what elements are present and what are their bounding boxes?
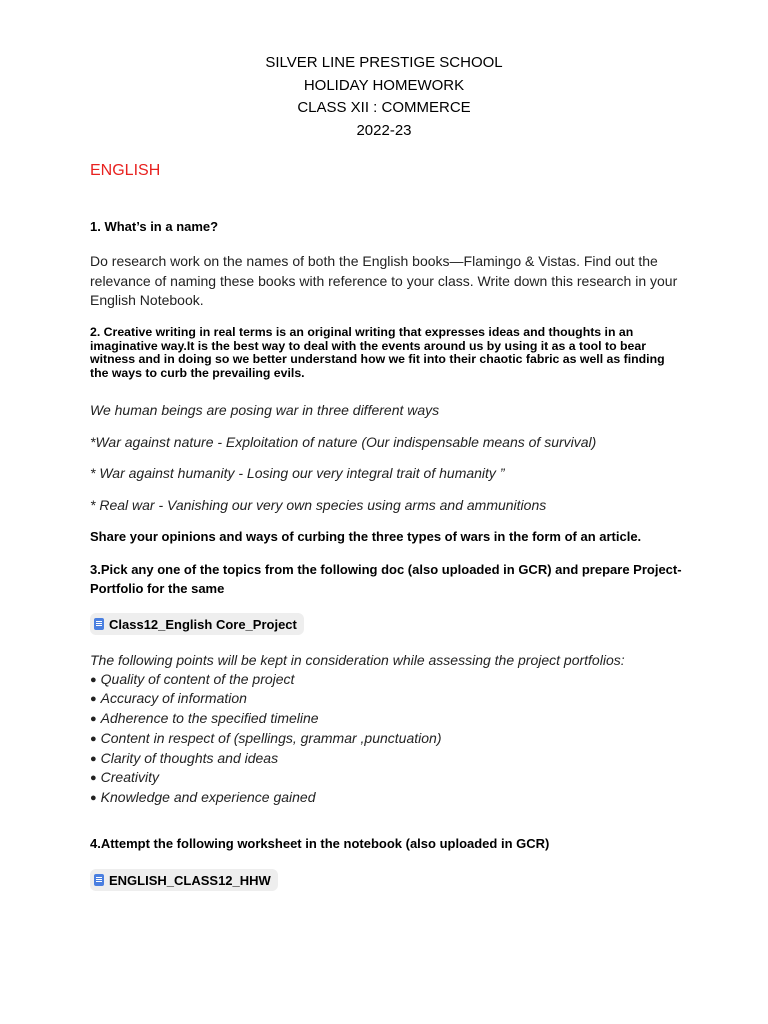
document-header xyxy=(0,52,768,142)
real-war-line: * Real war - Vanishing our very own species using arms and ammunitions xyxy=(90,497,547,513)
criteria-item: ● Clarity of thoughts and ideas xyxy=(90,749,690,769)
school-name: SILVER LINE PRESTIGE SCHOOL xyxy=(265,54,503,71)
criteria-list xyxy=(90,670,690,808)
assessment-criteria xyxy=(90,651,690,808)
class-name: CLASS XII : COMMERCE xyxy=(297,99,471,116)
question-4-body: 4.Attempt the following worksheet in the notebook (also uploaded in GCR) xyxy=(90,836,550,851)
war-nature-line: *War against nature - Exploitation of nature (Our indispensable means of survival) xyxy=(90,434,597,450)
academic-year: 2022-23 xyxy=(356,121,412,139)
question-1-title: 1. What’s in a name? xyxy=(90,219,219,234)
war-humanity-line: * War against humanity - Losing our very integral trait of humanity ” xyxy=(90,465,505,481)
criteria-item: ● Quality of content of the project xyxy=(90,670,690,690)
criteria-item: ● Adherence to the specified timeline xyxy=(90,709,690,729)
doc-icon xyxy=(94,618,104,630)
project-doc-label: Class12_English Core_Project xyxy=(109,616,297,632)
worksheet-doc-label: ENGLISH_CLASS12_HHW xyxy=(109,872,271,888)
question-3-body: 3.Pick any one of the topics from the following doc (also uploaded in GCR) and prepare Project-Portfolio for the same xyxy=(90,562,682,596)
criteria-item: ● Accuracy of information xyxy=(90,689,690,709)
doc-icon xyxy=(94,874,104,886)
criteria-item: ● Content in respect of (spellings, grammar ,punctuation) xyxy=(90,729,690,749)
criteria-intro: The following points will be kept in consideration while assessing the project portfolios: xyxy=(90,652,625,668)
worksheet-doc-link[interactable] xyxy=(90,869,278,891)
question-2-body: 2. Creative writing in real terms is an original writing that expresses ideas and thoughts in an imaginative way.It is the best way to deal with the events around us by using it as a tool to bear witness and in doing so we better understand how we fit into their chaotic fabric as well as finding the ways to curb the prevailing evils. xyxy=(90,325,665,381)
document-title: HOLIDAY HOMEWORK xyxy=(303,76,465,94)
criteria-item: ● Knowledge and experience gained xyxy=(90,788,690,808)
question-1-body: Do research work on the names of both the English books—Flamingo & Vistas. Find out the relevance of naming these books with reference to your class. Write down this research in your English Notebook. xyxy=(90,253,678,308)
section-title-english: ENGLISH xyxy=(90,162,161,179)
criteria-item: ● Creativity xyxy=(90,768,690,788)
war-intro-line: We human beings are posing war in three different ways xyxy=(90,402,440,418)
question-2-task: Share your opinions and ways of curbing the three types of wars in the form of an article. xyxy=(90,529,642,544)
project-doc-link[interactable] xyxy=(90,613,304,635)
